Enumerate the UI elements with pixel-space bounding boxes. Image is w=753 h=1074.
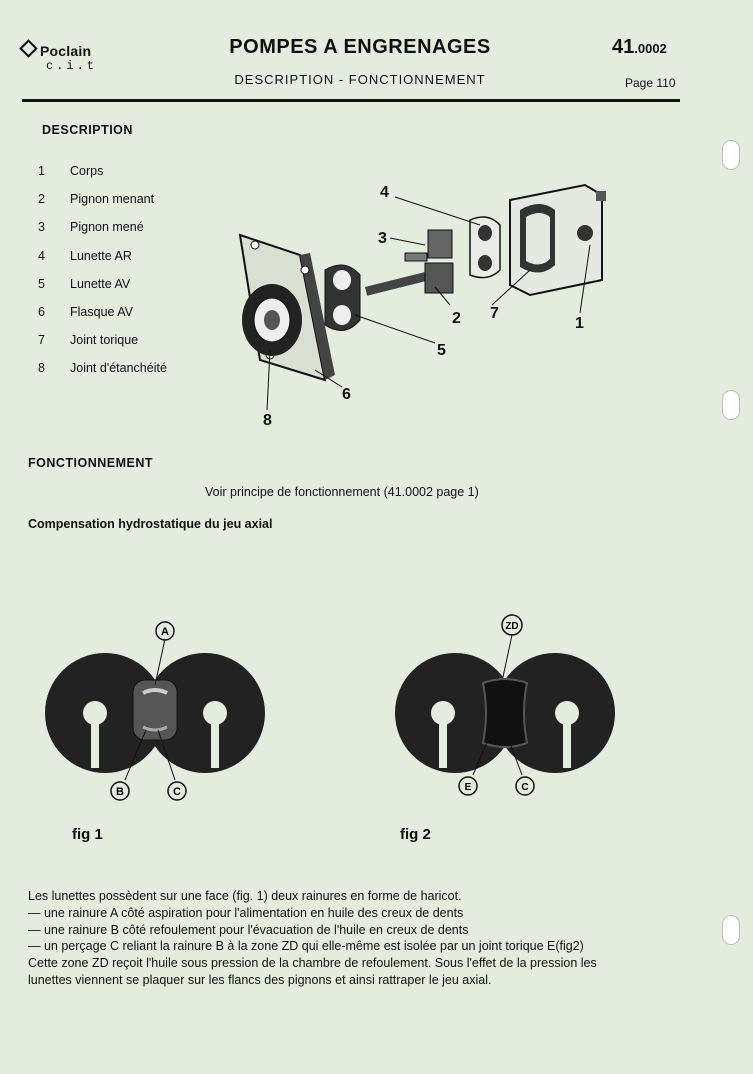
logo-diamond-icon — [19, 39, 37, 57]
text-line: lunettes viennent se plaquer sur les flancs des pignons et ainsi rattraper le jeu axial. — [28, 972, 492, 987]
brand-logo — [22, 42, 132, 73]
body-paragraph — [28, 888, 690, 989]
list-item: 8 Joint d'étanchéité — [38, 361, 167, 376]
text-line: — un perçage C reliant la rainure B à la zone ZD qui elle-même est isolée par un joint torique E(fig2) — [28, 939, 584, 954]
fig2-label-c: C — [521, 782, 529, 793]
callout-label: 8 — [263, 412, 272, 429]
fig1-caption: fig 1 — [72, 826, 103, 843]
fig1-label-a: A — [161, 626, 169, 638]
punch-hole — [722, 140, 740, 170]
callout-label: 1 — [575, 315, 584, 332]
parts-list — [38, 164, 167, 390]
fonctionnement-heading: FONCTIONNEMENT — [28, 456, 154, 470]
page-title: POMPES A ENGRENAGES — [229, 36, 491, 58]
description-heading: DESCRIPTION — [42, 123, 133, 137]
text-line: — une rainure B côté refoulement pour l'évacuation de l'huile en creux de dents — [28, 922, 469, 937]
text-line: Cette zone ZD reçoit l'huile sous pression de la chambre de refoulement. Sous l'effet de la pression les — [28, 956, 597, 971]
figure-1 — [40, 615, 280, 805]
punch-hole — [722, 390, 740, 420]
doc-number-sub: .0002 — [634, 41, 667, 56]
front-flange — [240, 235, 335, 380]
callout-label: 2 — [452, 310, 461, 327]
callout-label: 3 — [378, 230, 387, 247]
list-item: 4 Lunette AR — [38, 248, 132, 263]
fig2-label-zd: ZD — [505, 621, 519, 632]
fig1-label-b: B — [116, 786, 124, 798]
fig2-label-e: E — [464, 782, 472, 793]
list-item: 1 Corps — [38, 164, 104, 178]
text-line: — une rainure A côté aspiration pour l'alimentation en huile des creux de dents — [28, 905, 464, 920]
front-bushing — [325, 265, 360, 330]
page-number: Page 110 — [625, 76, 676, 90]
callout-label: 7 — [490, 305, 499, 322]
callout-label: 4 — [380, 184, 389, 201]
figure-2 — [385, 605, 625, 805]
reference-note: Voir principe de fonctionnement (41.0002 page 1) — [205, 485, 479, 499]
pump-exploded-diagram — [230, 175, 630, 430]
callout-label: 5 — [437, 342, 446, 359]
callout-label: 6 — [342, 386, 351, 403]
brand-name: Poclain — [40, 43, 92, 59]
rear-bushing — [470, 217, 500, 278]
punch-hole — [722, 915, 740, 945]
header-rule — [22, 99, 680, 102]
list-item: 5 Lunette AV — [38, 276, 131, 291]
text-line: Les lunettes possèdent sur une face (fig. 1) deux rainures en forme de haricot. — [28, 889, 462, 903]
list-item: 7 Joint torique — [38, 333, 139, 348]
brand-sub: c.i.t — [46, 59, 98, 73]
list-item: 3 Pignon mené — [38, 220, 144, 235]
section-subheading: Compensation hydrostatique du jeu axial — [28, 517, 273, 531]
pump-body — [510, 185, 606, 295]
list-item: 2 Pignon menant — [38, 192, 155, 207]
list-item: 6 Flasque AV — [38, 304, 134, 319]
fig2-caption: fig 2 — [400, 826, 431, 843]
fig1-label-c: C — [173, 786, 181, 798]
doc-number: 41.0002 — [612, 36, 667, 58]
page-subtitle: DESCRIPTION - FONCTIONNEMENT — [234, 72, 486, 87]
